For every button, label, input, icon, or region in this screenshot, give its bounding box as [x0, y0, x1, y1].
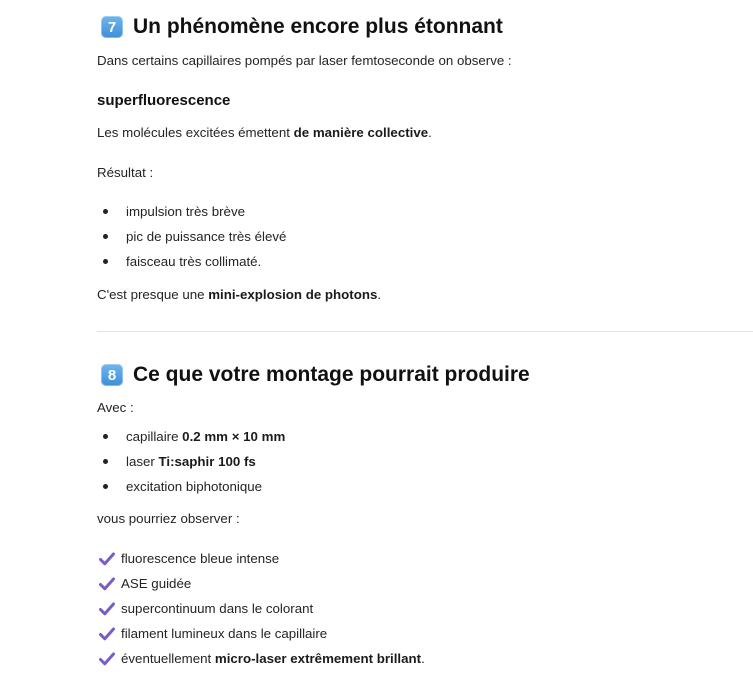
- bullet-dot-icon: [103, 434, 108, 439]
- section-8-setup-list: [97, 427, 285, 502]
- list-item: pic de puissance très élevé: [97, 227, 286, 252]
- list-item: ASE guidée: [97, 574, 425, 599]
- section-7-heading: [97, 13, 503, 41]
- heavy-check-mark-icon: [99, 652, 115, 666]
- list-item: fluorescence bleue intense: [97, 549, 425, 574]
- list-item: impulsion très brève: [97, 202, 286, 227]
- heavy-check-mark-icon: [99, 602, 115, 616]
- bullet-dot-icon: [103, 459, 108, 464]
- section-divider: [97, 331, 753, 332]
- keycap-8-icon: 8: [101, 364, 123, 386]
- list-item: laser Ti:saphir 100 fs: [97, 452, 285, 477]
- list-item: capillaire 0.2 mm × 10 mm: [97, 427, 285, 452]
- section-8-heading: [97, 361, 530, 389]
- section-8-with-label: Avec :: [97, 400, 134, 415]
- section-7-conclusion: C'est presque une mini-explosion de photons.: [97, 287, 382, 302]
- section-7-intro: Dans certains capillaires pompés par laser femtoseconde on observe :: [97, 53, 512, 68]
- heavy-check-mark-icon: [99, 552, 115, 566]
- section-7-result-label: Résultat :: [97, 165, 154, 180]
- section-8-observations-list: [97, 549, 425, 674]
- list-item: supercontinuum dans le colorant: [97, 599, 425, 624]
- list-item: éventuellement micro-laser extrêmement brillant.: [97, 649, 425, 674]
- list-item: excitation biphotonique: [97, 477, 285, 502]
- list-item: filament lumineux dans le capillaire: [97, 624, 425, 649]
- heavy-check-mark-icon: [99, 627, 115, 641]
- section-8-observe-label: vous pourriez observer :: [97, 511, 240, 526]
- section-7-description: Les molécules excitées émettent de manière collective.: [97, 125, 432, 140]
- section-7-subheading: superfluorescence: [97, 92, 231, 109]
- section-7-title: Un phénomène encore plus étonnant: [133, 15, 503, 38]
- bullet-dot-icon: [103, 209, 108, 214]
- bullet-dot-icon: [103, 484, 108, 489]
- bullet-dot-icon: [103, 234, 108, 239]
- keycap-7-icon: 7: [101, 16, 123, 38]
- section-7-results-list: [97, 202, 286, 277]
- bullet-dot-icon: [103, 259, 108, 264]
- section-8-title: Ce que votre montage pourrait produire: [133, 363, 530, 386]
- heavy-check-mark-icon: [99, 577, 115, 591]
- list-item: faisceau très collimaté.: [97, 252, 286, 277]
